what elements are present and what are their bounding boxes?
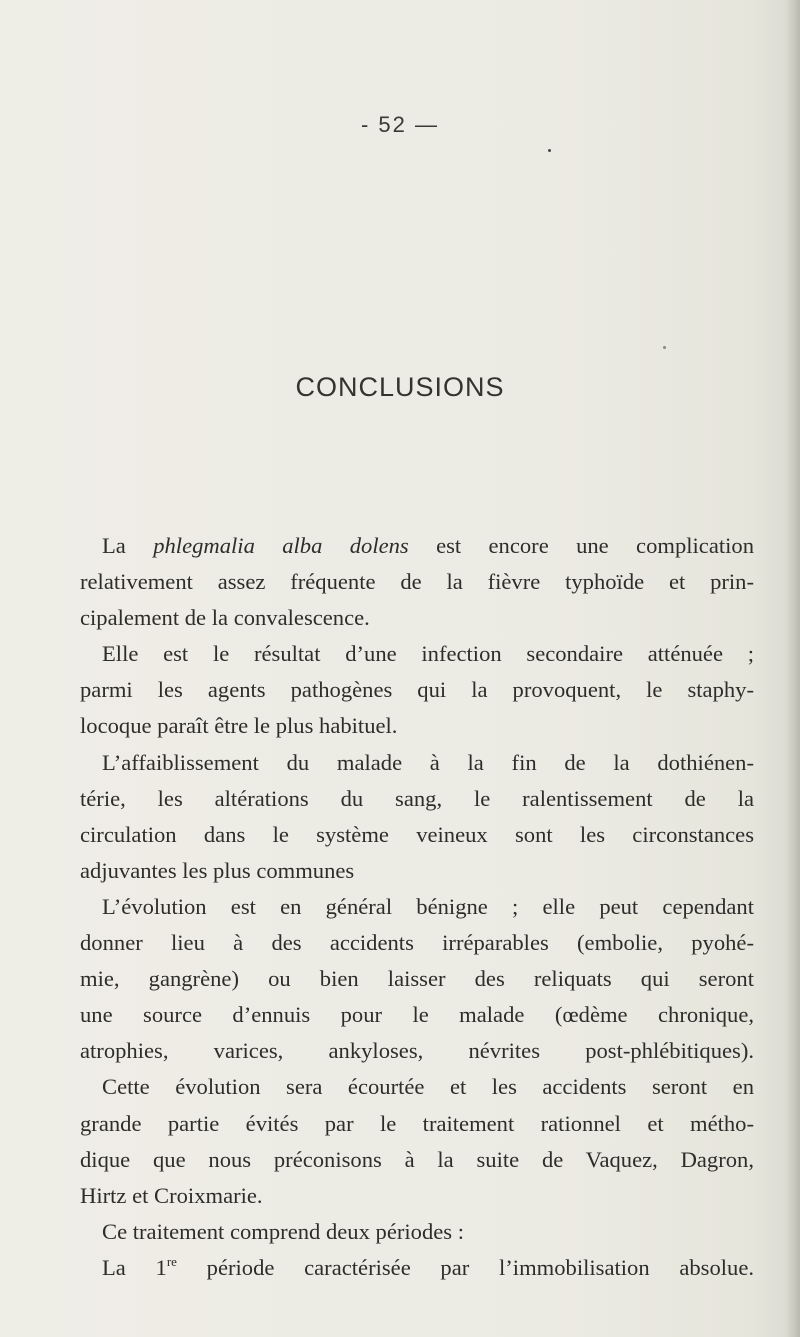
text-line: Ce traitement comprend deux périodes : xyxy=(102,1218,465,1244)
text-line: une source d’ennuis pour le malade (œdème chronique, xyxy=(80,1002,754,1028)
text-segment: La 1 xyxy=(102,1254,167,1280)
text-line: relativement assez fréquente de la fièvre typhoïde et prin- xyxy=(80,569,754,595)
body-text xyxy=(80,528,754,1286)
page-number: - 52 — xyxy=(360,112,440,137)
text-line: donner lieu à des accidents irréparables (embolie, pyohé- xyxy=(80,930,754,956)
text-line xyxy=(80,1250,754,1286)
text-segment: La xyxy=(102,533,126,558)
text-line: adjuvantes les plus communes xyxy=(80,857,355,883)
text-line: Hirtz et Croixmarie. xyxy=(80,1182,263,1208)
text-line: L’affaiblissement du malade à la fin de la dothiénen- xyxy=(102,749,754,775)
ink-speck xyxy=(663,346,666,349)
text-line: atrophies, varices, ankyloses, névrites post-phlébitiques). xyxy=(80,1038,754,1064)
text-line xyxy=(80,528,754,564)
text-line: mie, gangrène) ou bien laisser des reliquats qui seront xyxy=(80,966,754,992)
page-edge-shadow xyxy=(786,0,800,1337)
text-line: parmi les agents pathogènes qui la provoquent, le staphy- xyxy=(80,677,754,703)
italic-term: phlegmalia alba dolens xyxy=(153,533,409,558)
text-line: grande partie évités par le traitement rationnel et métho- xyxy=(80,1110,754,1136)
text-line: Elle est le résultat d’une infection secondaire atténuée ; xyxy=(102,641,754,667)
section-heading: CONCLUSIONS xyxy=(295,372,505,402)
text-segment: est encore une complication xyxy=(436,533,754,558)
superscript: re xyxy=(166,1253,177,1269)
ink-speck xyxy=(548,149,551,152)
text-line: cipalement de la convalescence. xyxy=(80,605,370,631)
text-line: Cette évolution sera écourtée et les accidents seront en xyxy=(102,1074,754,1100)
text-line: circulation dans le système veineux sont les circonstances xyxy=(80,821,754,847)
text-line: térie, les altérations du sang, le ralentissement de la xyxy=(80,785,754,811)
text-segment: période caractérisée par l’immobilisation absolue. xyxy=(206,1254,754,1280)
text-line: L’évolution est en général bénigne ; elle peut cependant xyxy=(102,893,754,919)
text-line: dique que nous préconisons à la suite de Vaquez, Dagron, xyxy=(80,1146,754,1172)
text-line: locoque paraît être le plus habituel. xyxy=(80,713,398,739)
